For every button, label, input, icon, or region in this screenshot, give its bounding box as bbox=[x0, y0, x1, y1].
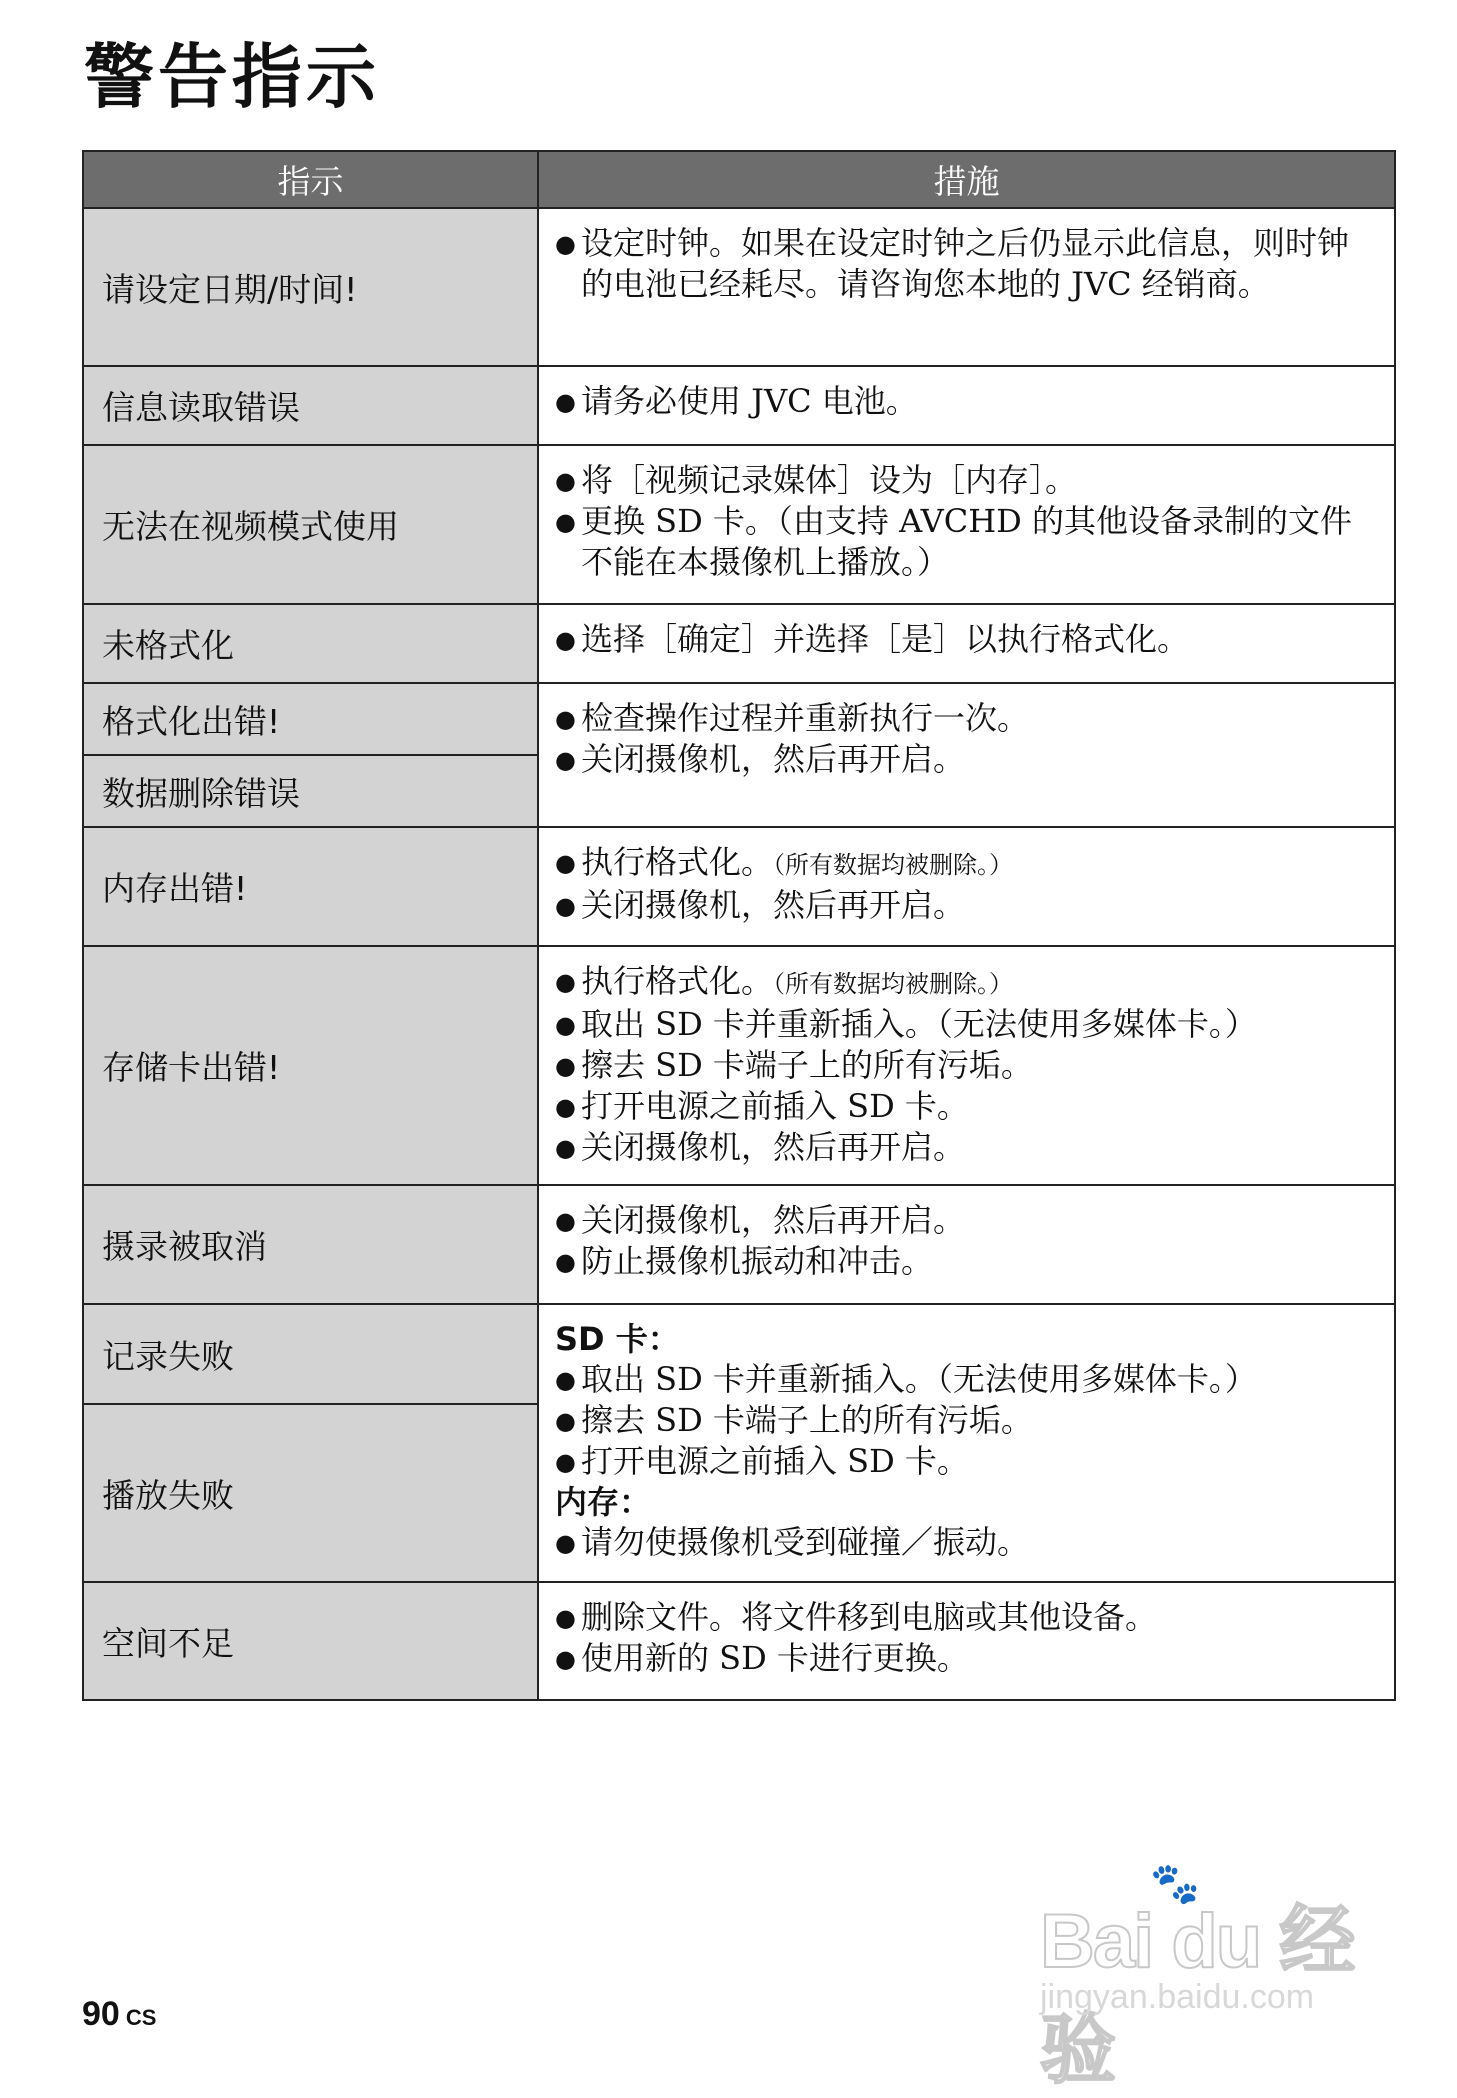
action-item: ● 更换 SD 卡。（由支持 AVCHD 的其他设备录制的文件不能在本摄像机上播放。） bbox=[555, 501, 1378, 582]
action-item: ● 取出 SD 卡并重新插入。（无法使用多媒体卡。） bbox=[555, 1359, 1378, 1400]
paw-icon: 🐾 bbox=[1150, 1861, 1200, 1907]
table-row bbox=[83, 946, 1395, 1185]
header-indicator: 指示 bbox=[83, 151, 538, 208]
sd-heading: SD 卡： bbox=[555, 1320, 680, 1358]
action-cell bbox=[538, 445, 1395, 604]
table-row bbox=[83, 208, 1395, 366]
action-cell bbox=[538, 1304, 1395, 1582]
watermark-brand: Bai du 经验 bbox=[1040, 1899, 1354, 2093]
action-item: ● 使用新的 SD 卡进行更换。 bbox=[555, 1638, 1378, 1679]
action-item: ● 检查操作过程并重新执行一次。 bbox=[555, 698, 1378, 739]
indicator-cell: 空间不足 bbox=[83, 1582, 538, 1700]
action-item: ● 关闭摄像机，然后再开启。 bbox=[555, 885, 1378, 926]
action-note: （所有数据均被删除。） bbox=[773, 970, 1014, 998]
action-item: ● 删除文件。将文件移到电脑或其他设备。 bbox=[555, 1597, 1378, 1638]
indicator-cell: 格式化出错! bbox=[83, 683, 538, 755]
table-row bbox=[83, 366, 1395, 445]
table-row bbox=[83, 1185, 1395, 1304]
page-number: 90 bbox=[82, 1995, 120, 2033]
action-item: ● 关闭摄像机，然后再开启。 bbox=[555, 1200, 1378, 1241]
action-item: ● 选择［确定］并选择［是］以执行格式化。 bbox=[555, 619, 1378, 660]
indicator-cell: 数据删除错误 bbox=[83, 755, 538, 827]
page-lang: CS bbox=[125, 2005, 157, 2030]
action-cell bbox=[538, 604, 1395, 683]
indicator-cell: 摄录被取消 bbox=[83, 1185, 538, 1304]
memory-heading: 内存： bbox=[555, 1483, 652, 1521]
action-item: ● 请勿使摄像机受到碰撞／振动。 bbox=[555, 1522, 1378, 1563]
action-item: ● 设定时钟。如果在设定时钟之后仍显示此信息，则时钟的电池已经耗尽。请咨询您本地的 JVC 经销商。 bbox=[555, 223, 1378, 304]
indicator-cell: 记录失败 bbox=[83, 1304, 538, 1404]
indicator-cell: 播放失败 bbox=[83, 1404, 538, 1582]
indicator-cell: 未格式化 bbox=[83, 604, 538, 683]
indicator-cell: 请设定日期/时间! bbox=[83, 208, 538, 366]
table-row bbox=[83, 827, 1395, 946]
action-item: ● 关闭摄像机，然后再开启。 bbox=[555, 739, 1378, 780]
action-item: ● 擦去 SD 卡端子上的所有污垢。 bbox=[555, 1045, 1378, 1086]
action-item bbox=[555, 842, 1378, 885]
table-row bbox=[83, 604, 1395, 683]
table-row bbox=[83, 1582, 1395, 1700]
indicator-cell: 内存出错! bbox=[83, 827, 538, 946]
header-action: 措施 bbox=[538, 151, 1395, 208]
action-item: ● 打开电源之前插入 SD 卡。 bbox=[555, 1086, 1378, 1127]
action-item bbox=[555, 961, 1378, 1004]
action-note: （所有数据均被删除。） bbox=[773, 851, 1014, 879]
action-cell bbox=[538, 683, 1395, 827]
action-item: ● 关闭摄像机，然后再开启。 bbox=[555, 1127, 1378, 1168]
table-row bbox=[83, 1304, 1395, 1404]
action-cell bbox=[538, 366, 1395, 445]
action-cell bbox=[538, 946, 1395, 1185]
action-item: ● 将［视频记录媒体］设为［内存］。 bbox=[555, 460, 1378, 501]
table-row bbox=[83, 445, 1395, 604]
action-cell bbox=[538, 1185, 1395, 1304]
action-item: ● 擦去 SD 卡端子上的所有污垢。 bbox=[555, 1400, 1378, 1441]
baidu-watermark bbox=[1020, 1860, 1380, 2093]
warning-table bbox=[82, 150, 1396, 1701]
page-title: 警告指示 bbox=[84, 36, 380, 118]
indicator-cell: 存储卡出错! bbox=[83, 946, 538, 1185]
indicator-cell: 无法在视频模式使用 bbox=[83, 445, 538, 604]
action-cell bbox=[538, 208, 1395, 366]
action-main: 执行格式化。 bbox=[581, 843, 774, 881]
indicator-cell: 信息读取错误 bbox=[83, 366, 538, 445]
action-item: ● 打开电源之前插入 SD 卡。 bbox=[555, 1441, 1378, 1482]
table-header-row bbox=[83, 151, 1395, 208]
page-footer bbox=[82, 1995, 156, 2034]
table-row bbox=[83, 683, 1395, 755]
action-item: ● 请务必使用 JVC 电池。 bbox=[555, 381, 1378, 422]
action-item: ● 取出 SD 卡并重新插入。（无法使用多媒体卡。） bbox=[555, 1004, 1378, 1045]
action-main: 执行格式化。 bbox=[581, 962, 774, 1000]
action-cell bbox=[538, 827, 1395, 946]
watermark-url: jingyan.baidu.com bbox=[1040, 1978, 1315, 2016]
action-item: ● 防止摄像机振动和冲击。 bbox=[555, 1241, 1378, 1282]
action-cell bbox=[538, 1582, 1395, 1700]
